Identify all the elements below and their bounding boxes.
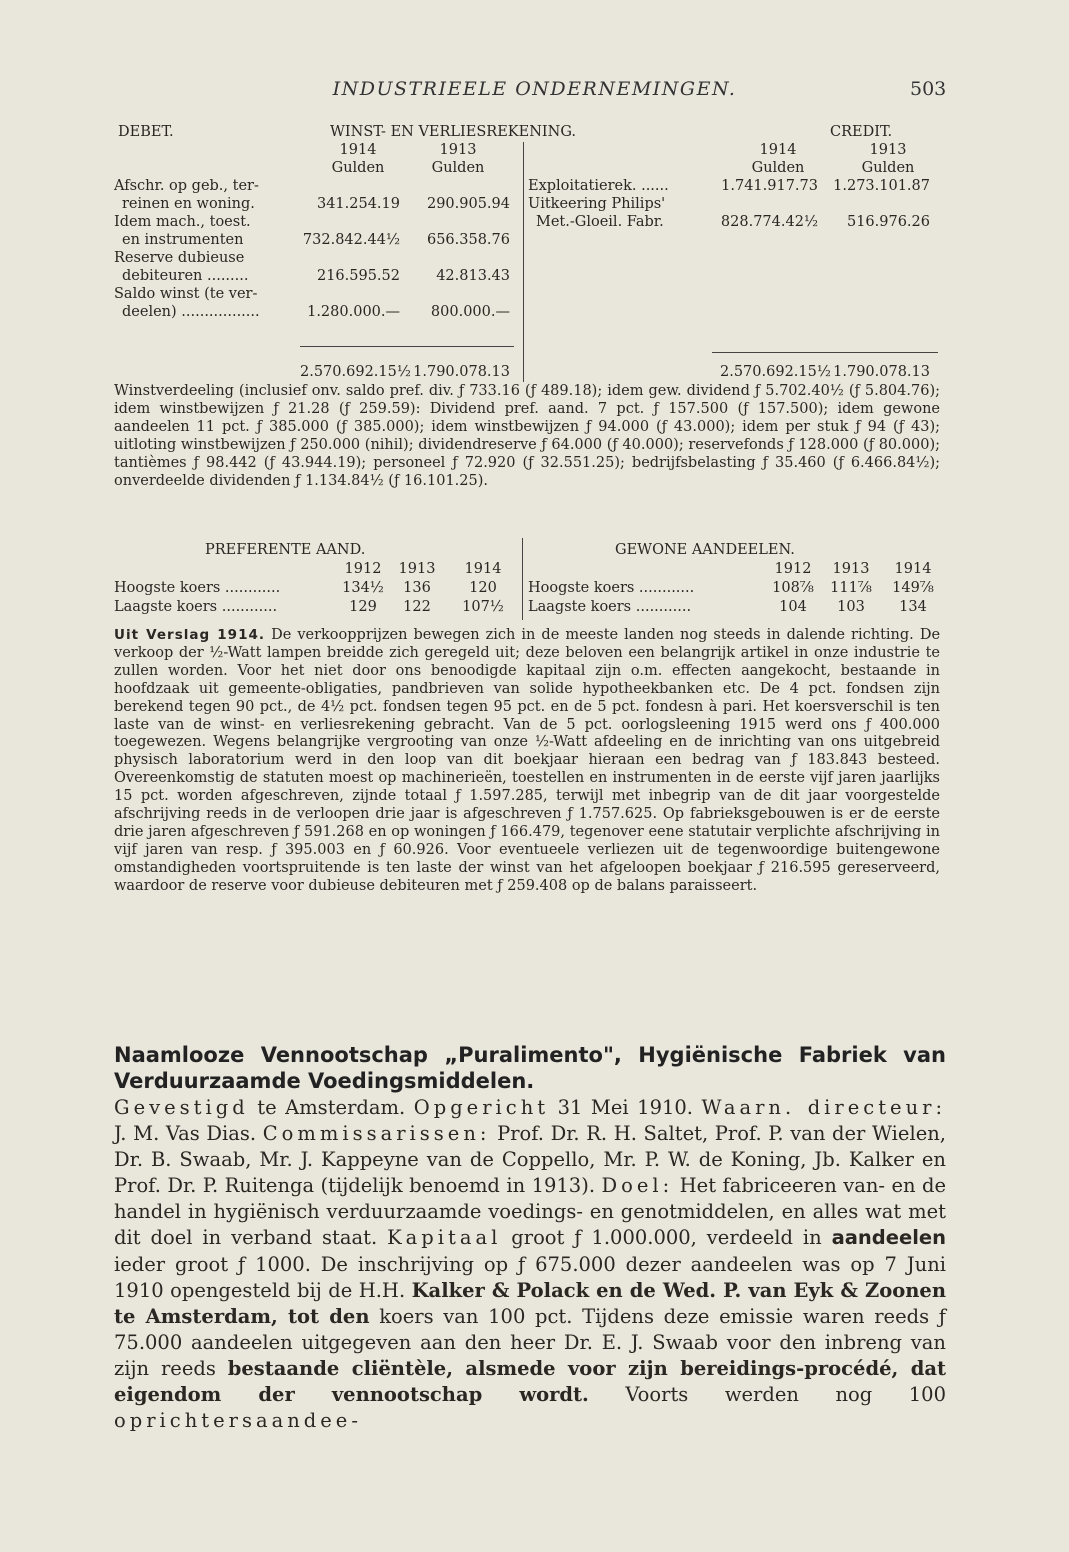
doel-text: Het fabriceeren van- en de handel in hygiënisch verduurzaamde voedings- en genotmiddelen, en alles wat met dit doel in verband staat.	[114, 1174, 947, 1250]
gevestigd-text: te Amsterdam.	[257, 1096, 406, 1119]
debet-value: 216.595.52	[316, 268, 400, 284]
doel-label: Doel:	[601, 1174, 674, 1198]
commissarissen-label: Commissarissen:	[262, 1122, 491, 1146]
gevestigd-label: Gevestigd	[114, 1096, 249, 1119]
voorts-text: Voorts werden nog 100	[625, 1383, 946, 1407]
credit-heading: CREDIT.	[830, 124, 893, 140]
kalker-text: Kalker & Polack en de Wed. P. van Eyk & Zoonen te Amsterdam, tot den	[114, 1278, 946, 1328]
debet-heading: DEBET.	[118, 124, 174, 140]
debet-unit-2: Gulden	[431, 160, 485, 176]
debet-row-label: Afschr. op geb., ter-	[114, 178, 259, 194]
pref-high: 120	[469, 580, 497, 596]
debet-row-label: Saldo winst (te ver-	[114, 286, 258, 302]
column-divider	[522, 538, 523, 620]
credit-value: 516.976.26	[846, 214, 930, 230]
kapitaal-label: Kapitaal	[387, 1226, 502, 1250]
credit-total: 2.570.692.15½	[720, 364, 831, 380]
pref-low: 107½	[462, 599, 504, 615]
kapitaal-text: ieder groot ƒ 1000. De inschrijving op ƒ 675.000 dezer aandeelen was op 7 Juni 1910 opengesteld bij de H.H.	[114, 1252, 946, 1302]
pref-low: 122	[403, 599, 431, 615]
lowest-price-label: Laagste koers ............	[528, 599, 692, 615]
gew-low: 103	[837, 599, 865, 615]
profit-distribution: Winstverdeeling (inclusief onv. saldo pref. div. ƒ 733.16 (ƒ 489.18); idem gew. dividend ƒ 5.702.40½ (ƒ 5.804.76); idem winstbewijzen ƒ 21.28 (ƒ 259.59): Dividend pref. aand. 7 pct. ƒ 157.500 (ƒ 157.500); idem gewone aandeelen 11 pct. ƒ 385.000 (ƒ 385.000); idem winstbewijzen ƒ 94.000 (ƒ 43.000); idem per stuk ƒ 94 (ƒ 43); uitloting winstbewijzen ƒ 250.000 (nihil); dividendreserve ƒ 64.000 (ƒ 40.000); reservefonds ƒ 128.000 (ƒ 80.000); tantièmes ƒ 98.442 (ƒ 43.944.19); personeel ƒ 72.920 (ƒ 32.551.25); bedrijfsbelasting ƒ 35.460 (ƒ 6.466.84½); onverdeelde dividenden ƒ 1.134.84½ (ƒ 16.101.25).	[114, 383, 940, 489]
credit-total: 1.790.078.13	[833, 364, 930, 380]
debet-total: 1.790.078.13	[413, 364, 510, 380]
debet-row-label: Idem mach., toest.	[114, 214, 251, 230]
column-divider	[523, 142, 524, 382]
pref-year: 1913	[398, 561, 436, 577]
company-details	[114, 1095, 946, 1434]
gew-high: 149⅞	[892, 580, 934, 596]
gew-year: 1914	[894, 561, 932, 577]
debet-year-1914: 1914	[339, 142, 377, 158]
debet-total: 2.570.692.15½	[300, 364, 411, 380]
credit-year-1914: 1914	[759, 142, 797, 158]
ordinary-shares-title: GEWONE AANDEELEN.	[615, 542, 795, 558]
credit-value: 828.774.42½	[720, 214, 818, 230]
oprichters-word: oprichtersaandee-	[114, 1409, 362, 1433]
company-title: Naamlooze Vennootschap „Puralimento", Hygiënische Fabriek van Verduurzaamde Voedingsmiddelen.	[114, 1043, 946, 1093]
account-title: WINST- EN VERLIESREKENING.	[330, 124, 576, 140]
debet-value: 800.000.—	[430, 304, 510, 320]
debet-row-label: en instrumenten	[122, 232, 244, 248]
credit-value: 1.741.917.73	[721, 178, 818, 194]
opgericht-text: 31 Mei 1910.	[557, 1096, 693, 1119]
total-rule	[300, 346, 514, 347]
debet-row-label: debiteuren .........	[122, 268, 249, 284]
rest-text: koers van 100 pct. Tijdens deze emissie waren reeds ƒ 75.000 aandeelen uitgegeven aan den heer Dr. E. J. Swaab voor den inbreng van zijn reeds	[114, 1304, 946, 1380]
debet-row-label: deelen) .................	[122, 304, 260, 320]
pref-high: 134½	[342, 580, 384, 596]
opgericht-label: Opgericht	[413, 1096, 550, 1119]
running-header: INDUSTRIEELE ONDERNEMINGEN.	[332, 78, 737, 100]
gew-year: 1912	[774, 561, 812, 577]
debet-value: 42.813.43	[436, 268, 510, 284]
annual-report-excerpt	[114, 627, 940, 896]
directeur-text: J. M. Vas Dias.	[114, 1122, 257, 1146]
gew-high: 111⅞	[830, 580, 872, 596]
gew-low: 134	[899, 599, 927, 615]
pref-shares-title: PREFERENTE AAND.	[205, 542, 366, 558]
debet-value: 732.842.44½	[302, 232, 400, 248]
gew-year: 1913	[832, 561, 870, 577]
directeur-label: Waarn. directeur:	[701, 1096, 947, 1119]
credit-unit-1: Gulden	[751, 160, 805, 176]
credit-row-label: Exploitatierek. ......	[528, 178, 669, 194]
debet-row-label: reinen en woning.	[122, 196, 255, 212]
credit-row-label: Met.-Gloeil. Fabr.	[536, 214, 664, 230]
gew-low: 104	[779, 599, 807, 615]
debet-value: 290.905.94	[426, 196, 510, 212]
page-number: 503	[910, 78, 947, 100]
debet-row-label: Reserve dubieuse	[114, 250, 245, 266]
gew-high: 108⅞	[772, 580, 814, 596]
commissarissen-text: Prof. Dr. R. H. Saltet, Prof. P. van der Wielen, Dr. B. Swaab, Mr. J. Kappeyne van de Coppello, Mr. P. W. de Koning, Jb. Kalker en Prof. Dr. P. Ruitenga (tijdelijk benoemd in 1913).	[114, 1122, 946, 1198]
aandeelen-word: aandeelen	[831, 1226, 946, 1250]
report-text: De verkoopprijzen bewegen zich in de meeste landen nog steeds in dalende richting. De verkoop der ½-Watt lampen breidde zich geregeld uit; deze beloven een belangrijk artikel in onze industrie te zullen worden. Voor het niet door ons benoodigde kapitaal zijn o.m. effecten aangekocht, bestaande in hoofdzaak uit gemeente-obligaties, pandbrieven van solide hypotheekbanken etc. De 4 pct. fondsen zijn berekend tegen 90 pct., de 4½ pct. fondsen tegen 95 pct. en de 5 pct. fondesn à pari. Het koersverschil is ten laste van de winst- en verliesrekening gebracht. Van de 5 pct. oorlogsleening 1915 werd ons ƒ 400.000 toegewezen. Wegens belangrijke vergrooting van onze ½-Watt afdeeling en de inrichting van ons uitgebreid physisch laboratorium werd in den loop van dit boekjaar hieraan een bedrag van ƒ 183.843 besteed. Overeenkomstig de statuten moest op machinerieën, toestellen en instrumenten in de eerste vijf jaren jaarlijks 15 pct. worden afgeschreven, zijnde totaal ƒ 1.597.285, terwijl met inbegrip van de dit jaar voorgestelde afschrijving reeds in de verloopen drie jaar is afgeschreven ƒ 1.757.625. Op fabrieksgebouwen is er de eerste drie jaren afgeschreven ƒ 591.268 en op woningen ƒ 166.479, tegenover eene statutair verplichte afschrijving in vijf jaren van resp. ƒ 395.003 en ƒ 60.926. Voor eventueele verliezen uit de tegenwoordige buitengewone omstandigheden voortspruitende is ten laste der winst van het afgeloopen boekjaar ƒ 216.595 gereserveerd, waardoor de reserve voor dubieuse debiteuren met ƒ 259.408 op de balans paraisseert.	[114, 627, 941, 894]
kapitaal-text: groot ƒ 1.000.000, verdeeld in	[511, 1226, 822, 1250]
bold-text: bestaande cliëntèle, alsmede voor zijn bereidings-procédé, dat eigendom der vennootschap wordt.	[114, 1356, 946, 1407]
pref-year: 1914	[464, 561, 502, 577]
lowest-price-label: Laagste koers ............	[114, 599, 278, 615]
debet-unit-1: Gulden	[331, 160, 385, 176]
pref-high: 136	[403, 580, 431, 596]
credit-value: 1.273.101.87	[833, 178, 930, 194]
credit-year-1913: 1913	[869, 142, 907, 158]
credit-row-label: Uitkeering Philips'	[528, 196, 666, 212]
report-label: Uit Verslag 1914.	[114, 627, 265, 643]
total-rule	[712, 352, 938, 353]
debet-value: 656.358.76	[426, 232, 510, 248]
debet-value: 341.254.19	[316, 196, 400, 212]
pref-low: 129	[349, 599, 377, 615]
credit-unit-2: Gulden	[861, 160, 915, 176]
highest-price-label: Hoogste koers ............	[528, 580, 695, 596]
highest-price-label: Hoogste koers ............	[114, 580, 281, 596]
debet-year-1913: 1913	[439, 142, 477, 158]
pref-year: 1912	[344, 561, 382, 577]
debet-value: 1.280.000.—	[307, 304, 400, 320]
